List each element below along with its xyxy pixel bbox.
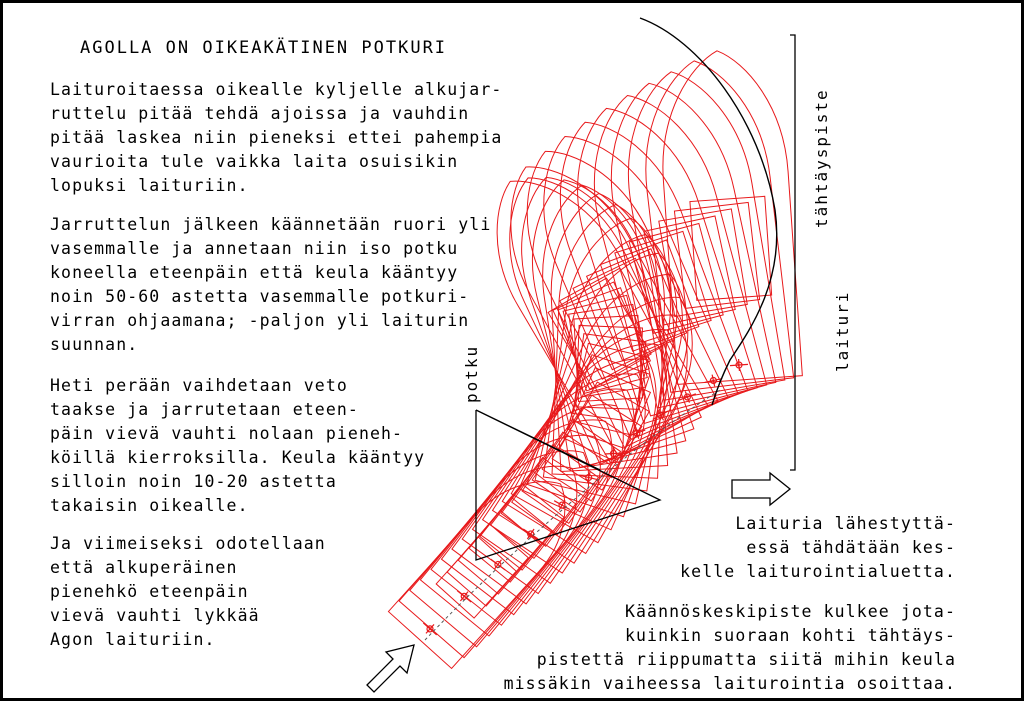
paragraph-final-drift: Ja viimeiseksi odotellaan että alkuperäinen pienehkö eteenpäin vievä vauhti lykkää Agon laituriin. bbox=[50, 534, 326, 649]
target-point-bracket bbox=[790, 35, 795, 285]
note-approach: Laituria lähestyttä- essä tähdätään kes- kelle laiturointialuetta. bbox=[680, 514, 956, 581]
kick-label: potku bbox=[462, 344, 481, 403]
hull-outline bbox=[420, 409, 629, 636]
hull-outline bbox=[388, 456, 592, 669]
propeller-mark bbox=[730, 358, 749, 371]
propeller-mark bbox=[453, 586, 475, 607]
note-turning-center: Käännöskeskipiste kulkee jota- kuinkin suoraan kohti tähtäys- pistettä riippumatta siitä mihin keula missäkin vaiheessa laiturointia osoittaa. bbox=[503, 602, 956, 693]
hull-outline bbox=[655, 46, 803, 384]
pier-arrow bbox=[732, 473, 790, 505]
target-point-label: tähtäyspiste bbox=[812, 88, 831, 228]
paragraph-kick-forward: Jarruttelun jälkeen käännetään ruori yli vasemmalle ja annetaan niin iso potku koneella eteenpäin että keula kääntyy noin 50-60 astetta vasemmalle potkuri- virran ohjaamana; -paljon yli laiturin suunnan. bbox=[50, 215, 492, 354]
paragraph-reverse: Heti perään vaihdetaan veto taakse ja jarrutetaan eteen- päin vievä vauhti nolaan pieneh- köillä kierroksilla. Keula kääntyy silloin noin 10-20 astetta takaisin oikealle. bbox=[50, 376, 426, 515]
diagram-title: AGOLLA ON OIKEAKÄTINEN POTKURI bbox=[80, 38, 448, 58]
pier-label: laituri bbox=[833, 290, 852, 372]
paragraph-braking: Laituroitaessa oikealle kyljelle alkujar- ruttelu pitää tehdä ajoissa ja vauhdin pitää laskea niin pieneksi ettei pahempia vaurioita tule vaikka laita osuisikin lopuksi laituriin. bbox=[50, 80, 503, 195]
approach-arrow bbox=[367, 645, 414, 692]
hull-positions bbox=[388, 46, 802, 668]
turning-center-path bbox=[425, 390, 720, 640]
